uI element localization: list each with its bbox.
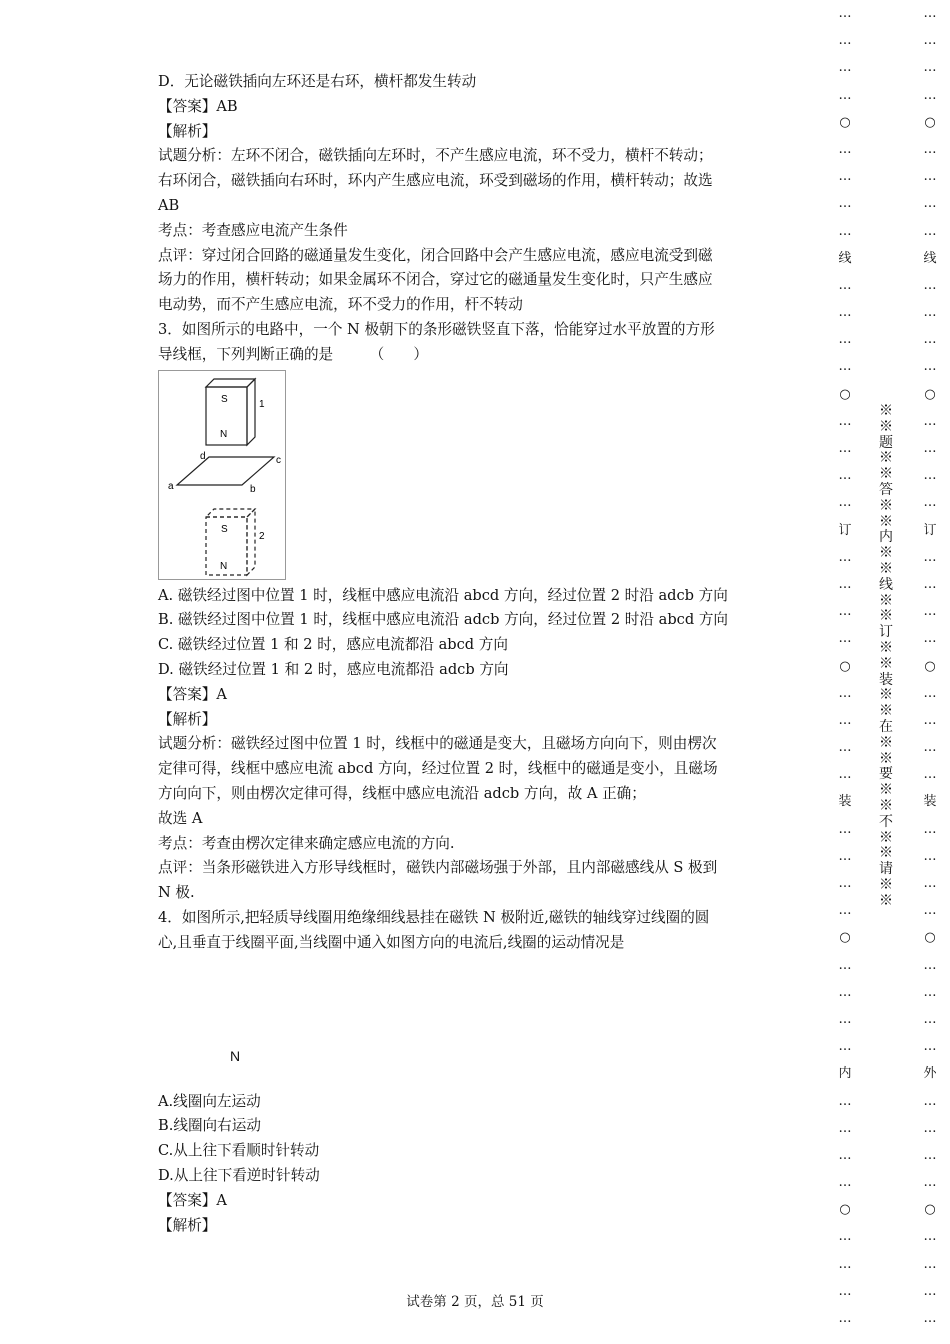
margin-mark: … <box>923 1229 937 1245</box>
margin-mark: … <box>923 332 937 348</box>
margin-mark: 内 <box>838 1066 852 1082</box>
text-line: B. 磁铁经过图中位置 1 时，线框中感应电流沿 adcb 方向，经过位置 2 时沿 abcd 方向 <box>158 611 729 629</box>
margin-mark: … <box>923 1039 937 1055</box>
magnet-frame-figure <box>158 370 286 580</box>
margin-mark: ○ <box>839 386 851 402</box>
margin-mark: … <box>838 359 852 375</box>
margin-mark: … <box>838 984 852 1000</box>
margin-mark: … <box>838 223 852 239</box>
margin-mark: … <box>923 549 937 565</box>
document-body <box>158 70 798 1238</box>
margin-mark: 外 <box>923 1066 937 1082</box>
text-line: 点评：当条形磁铁进入方形导线框时，磁铁内部磁场强于外部，且内部磁感线从 S 极到 <box>158 859 718 877</box>
margin-mark: … <box>838 740 852 756</box>
margin-mark: 订 <box>838 522 852 538</box>
text-line: C.从上往下看顺时针转动 <box>158 1142 320 1160</box>
margin-mark: ○ <box>924 386 936 402</box>
margin-mark: … <box>838 495 852 511</box>
margin-mark: … <box>923 903 937 919</box>
text-line: 定律可得，线框中感应电流 abcd 方向，经过位置 2 时，线框中的磁通是变小，且磁场 <box>158 760 718 778</box>
margin-mark: … <box>923 1147 937 1163</box>
margin-mark: … <box>923 359 937 375</box>
margin-mark: … <box>923 576 937 592</box>
margin-mark: … <box>838 6 852 21</box>
text-line: 【解析】 <box>158 710 217 728</box>
text-line: 试题分析：磁铁经过图中位置 1 时，线框中的磁通是变大，且磁场方向向下，则由楞次 <box>158 735 717 753</box>
coil-figure <box>158 956 798 1090</box>
margin-mark: … <box>923 6 937 21</box>
margin-mark: … <box>838 685 852 701</box>
margin-mark: … <box>923 441 937 456</box>
text-line: A. 磁铁经过图中位置 1 时，线框中感应电流沿 abcd 方向，经过位置 2 时沿 adcb 方向 <box>158 586 728 604</box>
margin-mark: 装 <box>923 794 937 810</box>
margin-mark: … <box>923 277 937 293</box>
text-line: 电动势，而不产生感应电流，环不受力的作用，杆不转动 <box>158 296 523 314</box>
margin-mark: … <box>923 196 937 212</box>
margin-mark: … <box>838 413 852 429</box>
margin-mark: ○ <box>924 930 936 946</box>
margin-mark: … <box>923 1283 937 1299</box>
margin-mark: … <box>923 60 937 76</box>
text-line: 场力的作用，横杆转动；如果金属环不闭合，穿过它的磁通量发生变化时，只产生感应 <box>158 271 713 289</box>
corner-c-label: c <box>276 454 281 466</box>
text-line: AB <box>158 196 180 214</box>
margin-mark: … <box>923 712 937 728</box>
margin-mark: … <box>838 1283 852 1299</box>
text-line: 【解析】 <box>158 1216 217 1234</box>
text-line: A.线圈向左运动 <box>158 1092 261 1110</box>
text-line: 点评：穿过闭合回路的磁通量发生变化，闭合回路中会产生感应电流，感应电流受到磁 <box>158 246 713 264</box>
margin-mark: … <box>838 277 852 293</box>
square-wire-frame <box>168 451 281 495</box>
margin-mark: … <box>923 1256 937 1272</box>
magnet-position-1 <box>206 379 265 445</box>
text-line: 方向向下，则由楞次定律可得，线框中感应电流沿 adcb 方向，故 A 正确； <box>158 784 646 802</box>
margin-mark: … <box>838 141 852 157</box>
margin-mark: … <box>838 1175 852 1191</box>
margin-mark: … <box>838 87 852 103</box>
margin-mark: … <box>923 33 937 49</box>
margin-mark: … <box>923 1011 937 1027</box>
text-line: 4．如图所示,把轻质导线圈用绝缘细线悬挂在磁铁 N 极附近,磁铁的轴线穿过线圈的圆 <box>158 908 710 926</box>
margin-mark: … <box>923 87 937 103</box>
magnet-2-n-label: N <box>220 560 228 572</box>
margin-mark: … <box>923 1311 937 1326</box>
magnet-1-s-label: S <box>221 393 228 405</box>
text-line: C. 磁铁经过位置 1 和 2 时，感应电流都沿 abcd 方向 <box>158 636 508 654</box>
margin-mark: ○ <box>924 1202 936 1218</box>
margin-mark: ○ <box>839 930 851 946</box>
margin-mark: … <box>838 1229 852 1245</box>
margin-mark: … <box>838 604 852 620</box>
margin-mark: … <box>838 848 852 864</box>
no-answer-warning: ※※题※※答※※内※※线※※订※※装※※在※※要※※不※※请※※ <box>879 403 893 909</box>
margin-mark: ○ <box>924 114 936 130</box>
margin-mark: … <box>923 821 937 837</box>
margin-mark: … <box>838 957 852 973</box>
margin-mark: … <box>923 305 937 321</box>
margin-mark: … <box>838 441 852 456</box>
margin-mark: ○ <box>924 658 936 674</box>
magnet-frame-diagram <box>159 371 285 579</box>
magnet-position-2 <box>206 509 255 575</box>
margin-mark: … <box>838 712 852 728</box>
margin-mark: … <box>838 169 852 185</box>
magnet-2-s-label: S <box>221 523 228 535</box>
text-line: B.线圈向右运动 <box>158 1117 261 1135</box>
margin-mark: ○ <box>839 1202 851 1218</box>
margin-mark: … <box>923 223 937 239</box>
margin-mark: … <box>838 876 852 891</box>
margin-mark: … <box>923 631 937 647</box>
margin-mark: … <box>838 33 852 49</box>
text-line: 右环闭合，磁铁插向右环时，环内产生感应电流，环受到磁场的作用，横杆转动；故选 <box>158 172 713 190</box>
text-line: 试题分析：左环不闭合，磁铁插向左环时，不产生感应电流，环不受力，横杆不转动； <box>158 147 713 165</box>
margin-mark: … <box>838 1120 852 1136</box>
margin-mark: … <box>838 631 852 647</box>
text-line: 故选 A <box>158 809 203 827</box>
margin-mark: … <box>838 1039 852 1055</box>
margin-mark: … <box>838 305 852 321</box>
text-line: D.从上往下看逆时针转动 <box>158 1166 320 1184</box>
margin-mark: … <box>923 1093 937 1109</box>
text-line: D. 磁铁经过位置 1 和 2 时，感应电流都沿 adcb 方向 <box>158 660 509 678</box>
margin-mark: … <box>923 685 937 701</box>
corner-d-label: d <box>200 450 206 462</box>
margin-mark: … <box>838 60 852 76</box>
margin-mark: … <box>838 1256 852 1272</box>
margin-mark: … <box>838 1147 852 1163</box>
margin-mark: … <box>923 468 937 484</box>
text-line: 3．如图所示的电路中，一个 N 极朝下的条形磁铁竖直下落，恰能穿过水平放置的方形 <box>158 320 715 338</box>
margin-mark: … <box>923 984 937 1000</box>
margin-mark: … <box>923 495 937 511</box>
text-line: 【答案】A <box>158 1191 227 1209</box>
margin-mark: 线 <box>923 250 937 266</box>
text-block-3 <box>158 1090 798 1239</box>
margin-mark: … <box>838 1311 852 1326</box>
margin-mark: … <box>923 848 937 864</box>
margin-mark: … <box>838 549 852 565</box>
binding-margin-inner <box>833 0 857 1344</box>
corner-b-label: b <box>250 483 256 495</box>
margin-mark: … <box>923 767 937 783</box>
margin-mark: … <box>923 169 937 185</box>
margin-mark: … <box>838 1093 852 1109</box>
margin-mark: … <box>838 332 852 348</box>
margin-mark: … <box>838 468 852 484</box>
magnet-1-n-label: N <box>220 428 228 440</box>
margin-mark: ○ <box>839 114 851 130</box>
text-line: 考点：考查由楞次定律来确定感应电流的方向. <box>158 834 455 852</box>
margin-mark: … <box>838 821 852 837</box>
margin-mark: … <box>923 1120 937 1136</box>
text-line: 导线框，下列判断正确的是 （ ） <box>158 345 428 363</box>
margin-mark: … <box>838 1011 852 1027</box>
binding-margin-outer <box>918 0 942 1344</box>
text-line: 【答案】AB <box>158 97 238 115</box>
page-footer: 试卷第 2 页，总 51 页 <box>406 1294 544 1310</box>
margin-mark: … <box>838 196 852 212</box>
margin-mark: … <box>923 604 937 620</box>
margin-mark: 装 <box>838 794 852 810</box>
margin-mark: ○ <box>839 658 851 674</box>
position-1-label: 1 <box>259 398 265 410</box>
margin-mark: … <box>923 876 937 891</box>
position-2-label: 2 <box>259 530 265 542</box>
text-block-2 <box>158 584 798 956</box>
text-block-1 <box>158 70 798 368</box>
margin-mark: … <box>923 141 937 157</box>
margin-mark: 订 <box>923 522 937 538</box>
text-line: 【解析】 <box>158 122 217 140</box>
margin-mark: … <box>923 957 937 973</box>
margin-mark: … <box>838 767 852 783</box>
text-line: N 极. <box>158 884 195 902</box>
text-line: 【答案】A <box>158 685 227 703</box>
text-line: 心,且垂直于线圈平面,当线圈中通入如图方向的电流后,线圈的运动情况是 <box>158 933 625 951</box>
text-line: D．无论磁铁插向左环还是右环，横杆都发生转动 <box>158 73 477 90</box>
margin-mark: … <box>923 740 937 756</box>
margin-mark: 线 <box>838 250 852 266</box>
magnet-n-label: N <box>230 1047 241 1064</box>
corner-a-label: a <box>168 480 174 492</box>
margin-mark: … <box>838 903 852 919</box>
text-line: 考点：考查感应电流产生条件 <box>158 221 348 239</box>
margin-mark: … <box>838 576 852 592</box>
margin-mark: … <box>923 413 937 429</box>
margin-mark: … <box>923 1175 937 1191</box>
